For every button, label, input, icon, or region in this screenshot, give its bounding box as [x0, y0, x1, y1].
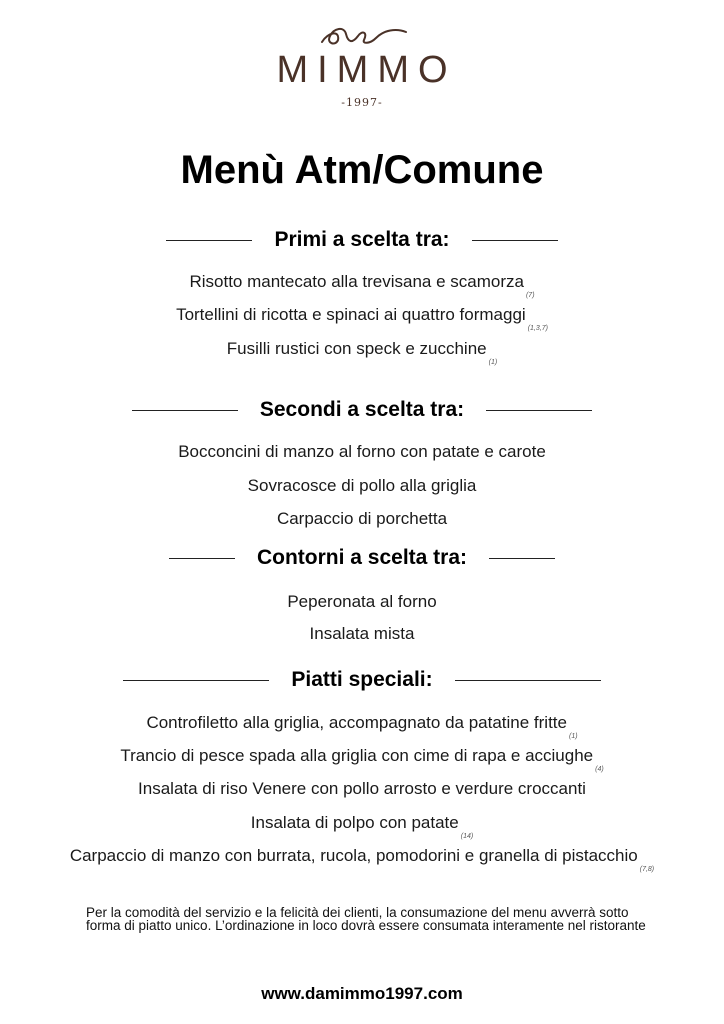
- menu-item: Fusilli rustici con speck e zucchine$_{(1)}$: [226, 339, 498, 366]
- menu-item: Peperonata al forno: [287, 592, 437, 611]
- page-title: Menù Atm/Comune: [180, 148, 544, 192]
- website-link[interactable]: www.damimmo1997.com: [261, 984, 463, 1003]
- menu-item: Tortellini di ricotta e spinaci ai quattro formaggi$_{(1,3,7)}$: [176, 305, 548, 332]
- menu-item: Controfiletto alla griglia, accompagnato da patatine fritte$_{(1)}$: [146, 713, 578, 740]
- divider: [489, 558, 555, 559]
- logo-brand: MIMMO: [276, 49, 457, 91]
- divider: [169, 558, 235, 559]
- menu-item: Trancio di pesce spada alla griglia con cime di rapa e acciughe$_{(4)}$: [120, 746, 604, 773]
- menu-item: Sovracosce di pollo alla griglia: [247, 476, 477, 495]
- section-heading-secondi: Secondi a scelta tra:: [0, 398, 724, 422]
- divider: [123, 680, 269, 681]
- divider: [166, 240, 252, 241]
- menu-item: Insalata di polpo con patate$_{(14)}$: [250, 813, 474, 840]
- menu-item: Bocconcini di manzo al forno con patate e carote: [178, 442, 546, 461]
- menu-item: Insalata mista: [309, 624, 415, 643]
- section-heading-piatti-speciali: Piatti speciali:: [0, 668, 724, 692]
- divider: [472, 240, 558, 241]
- divider: [132, 410, 238, 411]
- disclaimer: Per la comodità del servizio e la felicità dei clienti, la consumazione del menu avverrà sotto forma di piatto unico. L’ordinazione in loco dovrà essere consumata interamente nel ristorante: [86, 905, 646, 933]
- logo-script: [0, 20, 724, 50]
- menu-item: Carpaccio di manzo con burrata, rucola, pomodorini e granella di pistacchio$_{(7,8)}$: [69, 846, 655, 873]
- section-heading-primi: Primi a scelta tra:: [0, 228, 724, 252]
- divider: [486, 410, 592, 411]
- logo-flourish-icon: [318, 24, 408, 48]
- logo-year: -1997-: [341, 96, 383, 109]
- divider: [455, 680, 601, 681]
- menu-item: Risotto mantecato alla trevisana e scamorza$_{(7)}$: [189, 272, 535, 299]
- logo: [0, 20, 724, 109]
- menu-item: Carpaccio di porchetta: [276, 509, 448, 528]
- menu-item: Insalata di riso Venere con pollo arrosto e verdure croccanti: [138, 779, 586, 798]
- section-heading-contorni: Contorni a scelta tra:: [0, 546, 724, 570]
